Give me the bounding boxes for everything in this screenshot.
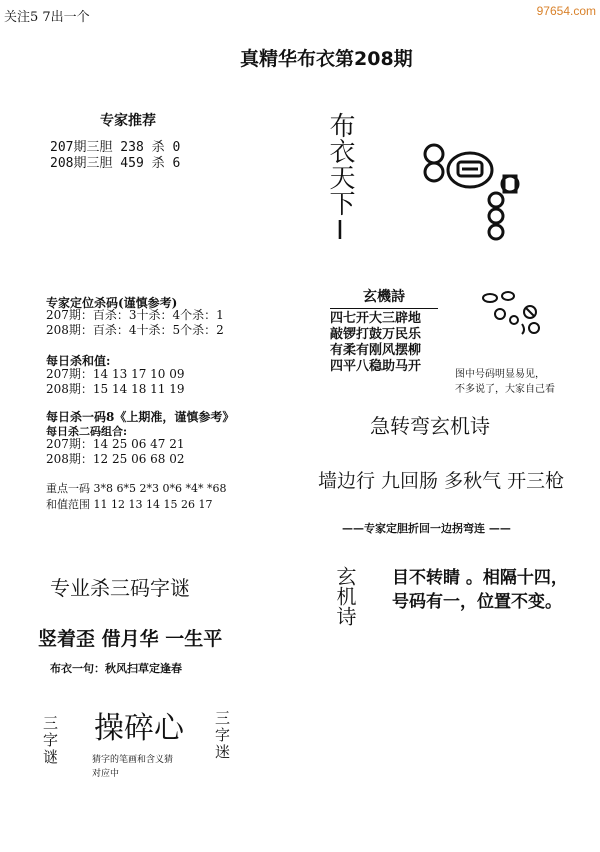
page-title: 真精华布衣第208期: [240, 48, 413, 70]
riddle-hint: 对应中: [92, 769, 120, 779]
daily-sum-lines: [46, 367, 185, 397]
buyi-vertical-title: 布衣天下I: [325, 112, 355, 246]
vertical-poem-title: 玄机诗: [333, 566, 357, 626]
divider-text: ——专家定胆折回一边拐弯连 ——: [342, 522, 511, 535]
position-kill-line: 208期：百杀：4十杀：5个杀：2: [46, 323, 224, 337]
poem-note: 图中号码明显易见，: [455, 369, 545, 380]
left-vertical-label: 三字谜: [41, 715, 59, 766]
recommend-line: 207期三胆 238 杀 0: [50, 140, 181, 155]
recommend-lines: [50, 140, 180, 172]
sum-range-line: 和值范围 11 12 13 14 15 26 17: [46, 498, 213, 511]
poem-line: 目不转睛 。相隔十四，: [392, 568, 568, 588]
mystic-poem-line: 四平八稳助马开: [330, 359, 422, 374]
turn-poem-heading: 急转弯玄机诗: [370, 414, 490, 438]
riddle-heading: 专业杀三码字谜: [50, 576, 190, 600]
riddle-lines: 竖着歪 借月华 一生平: [38, 628, 223, 650]
daily-two-line: 207期：14 25 06 47 21: [46, 437, 185, 451]
small-doodle-illustration: [478, 290, 548, 336]
recommend-heading: 专家推荐: [100, 113, 156, 129]
poem-note: 不多说了，大家自己看: [455, 384, 555, 395]
buyi-line: 布衣一句：秋风扫草定逢春: [50, 662, 182, 675]
daily-two-heading: 每日杀二码组合:: [46, 425, 128, 438]
daily-two-lines: [46, 437, 185, 467]
site-watermark: 97654.com: [536, 4, 596, 18]
riddle-hint: 猜字的笔画和含义猜: [92, 755, 174, 765]
poem-lines: [392, 566, 568, 614]
right-vertical-label: 三字迷: [213, 710, 231, 761]
daily-two-line: 208期：12 25 06 68 02: [46, 452, 185, 466]
mystic-poem-line: 四七开大三辟地: [330, 311, 422, 326]
daily-sum-line: 207期：14 13 17 10 09: [46, 367, 185, 381]
position-kill-line: 207期：百杀：3十杀：4个杀：1: [46, 308, 224, 322]
top-note: 关注5 7出一个: [4, 10, 90, 25]
daily-sum-line: 208期：15 14 18 11 19: [46, 382, 185, 396]
recommend-line: 208期三胆 459 杀 6: [50, 156, 181, 171]
big-riddle-word: 操碎心: [94, 711, 184, 746]
mystic-poem-title: 玄機詩: [330, 286, 438, 309]
mystic-poem-line: 有柔有刚风摆柳: [330, 343, 422, 358]
turn-poem-line: 墙边行 九回肠 多秋气 开三枪: [318, 470, 565, 492]
daily-sum-heading: 每日杀和值:: [46, 354, 111, 368]
mystic-poem-line: 敲锣打鼓万民乐: [330, 327, 422, 342]
key-number-line: 重点一码 3*8 6*5 2*3 0*6 *4* *68: [46, 482, 227, 495]
position-kill-lines: [46, 308, 224, 338]
position-kill-heading: 专家定位杀码(谨慎参考): [46, 296, 178, 310]
number-doodle-illustration: [420, 132, 530, 242]
mystic-poem-box: [330, 286, 438, 375]
daily-one-heading: 每日杀一码8《上期准，谨慎参考》: [46, 410, 235, 424]
poem-line: 号码有一，位置不变。: [392, 592, 562, 612]
